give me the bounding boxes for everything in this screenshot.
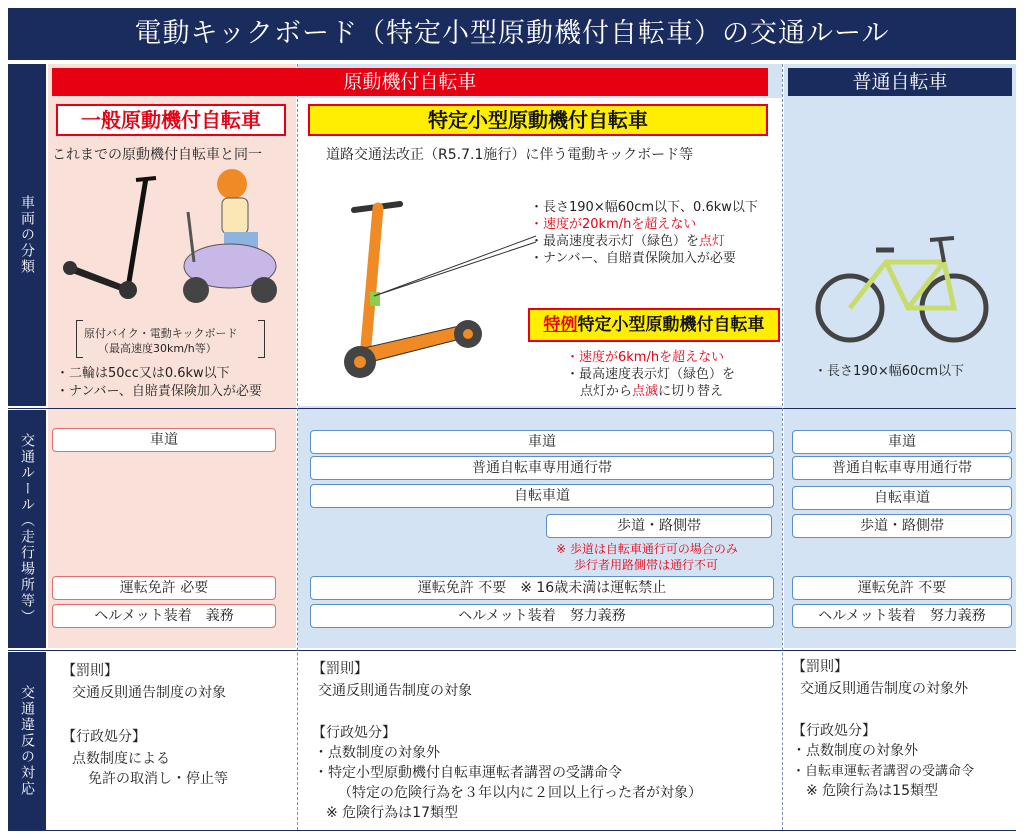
special-admin-heading: 【行政処分】: [312, 725, 396, 741]
bicycle-penalty-heading: 【罰則】: [792, 659, 848, 675]
special-moped-desc: 道路交通法改正（R5.7.1施行）に伴う電動キックボード等: [326, 147, 694, 163]
bicycle-illustration: [812, 228, 992, 348]
column-divider: [297, 64, 298, 830]
bicycle-column-bg: [784, 64, 1016, 648]
bicycle-bikeroad-box: 自転車道: [792, 486, 1012, 510]
general-admin-heading: 【行政処分】: [62, 729, 146, 745]
special-spec-4: ・ナンバー、自賠責保険加入が必要: [530, 251, 736, 266]
special-road-box: 車道: [310, 430, 774, 454]
general-penalty-text: 交通反則通告制度の対象: [72, 685, 226, 701]
separator-line: [8, 830, 1016, 831]
scooter-illustration: [56, 168, 176, 318]
special-sidewalk-note-2: 歩行者用路側帯は通行不可: [574, 558, 719, 572]
special-sidewalk-box: 歩道・路側帯: [546, 514, 772, 538]
general-spec-2: ・ナンバー、自賠責保険加入が必要: [56, 384, 262, 399]
bicycle-lane-box: 普通自転車専用通行帯: [792, 456, 1012, 480]
bicycle-spec: ・長さ190×幅60cm以下: [814, 364, 965, 379]
bicycle-penalty-text: 交通反則通告制度の対象外: [800, 681, 968, 697]
special-spec-3a: ・最高速度表示灯（緑色）を: [530, 234, 700, 249]
bicycle-license-box: 運転免許 不要: [792, 576, 1012, 600]
general-spec-1: ・二輪は50cc又は0.6kw以下: [56, 366, 230, 381]
special-spec-2: ・速度が20km/hを超えない: [530, 217, 697, 232]
special-admin-4: ※ 危険行為は17類型: [326, 805, 458, 821]
bicycle-admin-heading: 【行政処分】: [792, 723, 876, 739]
special-admin-2: ・特定小型原動機付自転車運転者講習の受講命令: [314, 765, 622, 781]
moped-rider-illustration: [172, 166, 284, 310]
exception-spec-3: [580, 380, 723, 399]
general-admin-2: 免許の取消し・停止等: [88, 771, 228, 787]
side-label-rules: 交通ルール（走行場所等）: [8, 410, 46, 648]
side-label-vehicle: 車両の分類: [8, 64, 46, 406]
special-spec-1: ・長さ190×幅60cm以下、0.6kw以下: [530, 200, 758, 215]
special-lane-box: 普通自転車専用通行帯: [310, 456, 774, 480]
special-penalty-text: 交通反則通告制度の対象: [318, 683, 472, 699]
page-title: 電動キックボード（特定小型原動機付自転車）の交通ルール: [8, 8, 1016, 60]
general-penalty-heading: 【罰則】: [62, 663, 118, 679]
bicycle-admin-2: ・自転車運転者講習の受講命令: [792, 764, 975, 779]
exception-spec-3a: 点灯から: [580, 384, 633, 399]
special-admin-3: （特定の危険行為を３年以内に２回以上行った者が対象）: [338, 785, 702, 801]
exception-spec-3b: 点滅: [632, 384, 659, 399]
exception-tag: 特例: [543, 315, 578, 335]
special-helmet-box: ヘルメット装着 努力義務: [310, 604, 774, 628]
general-moped-desc: これまでの原動機付自転車と同一: [52, 147, 262, 163]
general-helmet-box: ヘルメット装着 義務: [52, 604, 276, 628]
bicycle-road-box: 車道: [792, 430, 1012, 454]
bracket-left: [76, 320, 83, 358]
bicycle-admin-1: ・点数制度の対象外: [792, 743, 918, 759]
special-admin-1: ・点数制度の対象外: [314, 745, 440, 761]
bicycle-sidewalk-box: 歩道・路側帯: [792, 514, 1012, 538]
pointer-lines: [370, 222, 540, 302]
side-label-violation: 交通違反の対応: [8, 652, 46, 830]
exception-spec-2: ・最高速度表示灯（緑色）を: [566, 367, 736, 382]
general-note-line1: 原付バイク・電動キックボード: [84, 327, 238, 340]
column-divider: [782, 64, 783, 830]
exception-moped-label: [528, 308, 780, 342]
special-bikeroad-box: 自転車道: [310, 484, 774, 508]
bicycle-admin-3: ※ 危険行為は15類型: [806, 783, 938, 799]
exception-label-text: 特定小型原動機付自転車: [577, 315, 765, 335]
exception-spec-3c: に切り替え: [658, 384, 724, 399]
special-penalty-heading: 【罰則】: [312, 661, 368, 677]
bicycle-helmet-box: ヘルメット装着 努力義務: [792, 604, 1012, 628]
separator-line: [8, 650, 1016, 651]
special-sidewalk-note-1: ※ 歩道は自転車通行可の場合のみ: [556, 542, 738, 556]
separator-line: [8, 408, 1016, 409]
exception-spec-1: ・速度が6km/hを超えない: [566, 350, 725, 365]
general-road-box: 車道: [52, 428, 276, 452]
special-spec-3b: 点灯: [699, 234, 726, 249]
general-moped-label: 一般原動機付自転車: [56, 104, 286, 136]
bicycle-header: 普通自転車: [788, 68, 1012, 96]
general-license-box: 運転免許 必要: [52, 576, 276, 600]
special-moped-label: 特定小型原動機付自転車: [308, 104, 768, 136]
bracket-right: [258, 320, 265, 358]
special-license-box: 運転免許 不要 ※ 16歳未満は運転禁止: [310, 576, 774, 600]
general-admin-1: 点数制度による: [72, 751, 170, 767]
moped-header: 原動機付自転車: [52, 68, 768, 96]
general-note-line2: （最高速度30km/h等）: [98, 342, 217, 355]
